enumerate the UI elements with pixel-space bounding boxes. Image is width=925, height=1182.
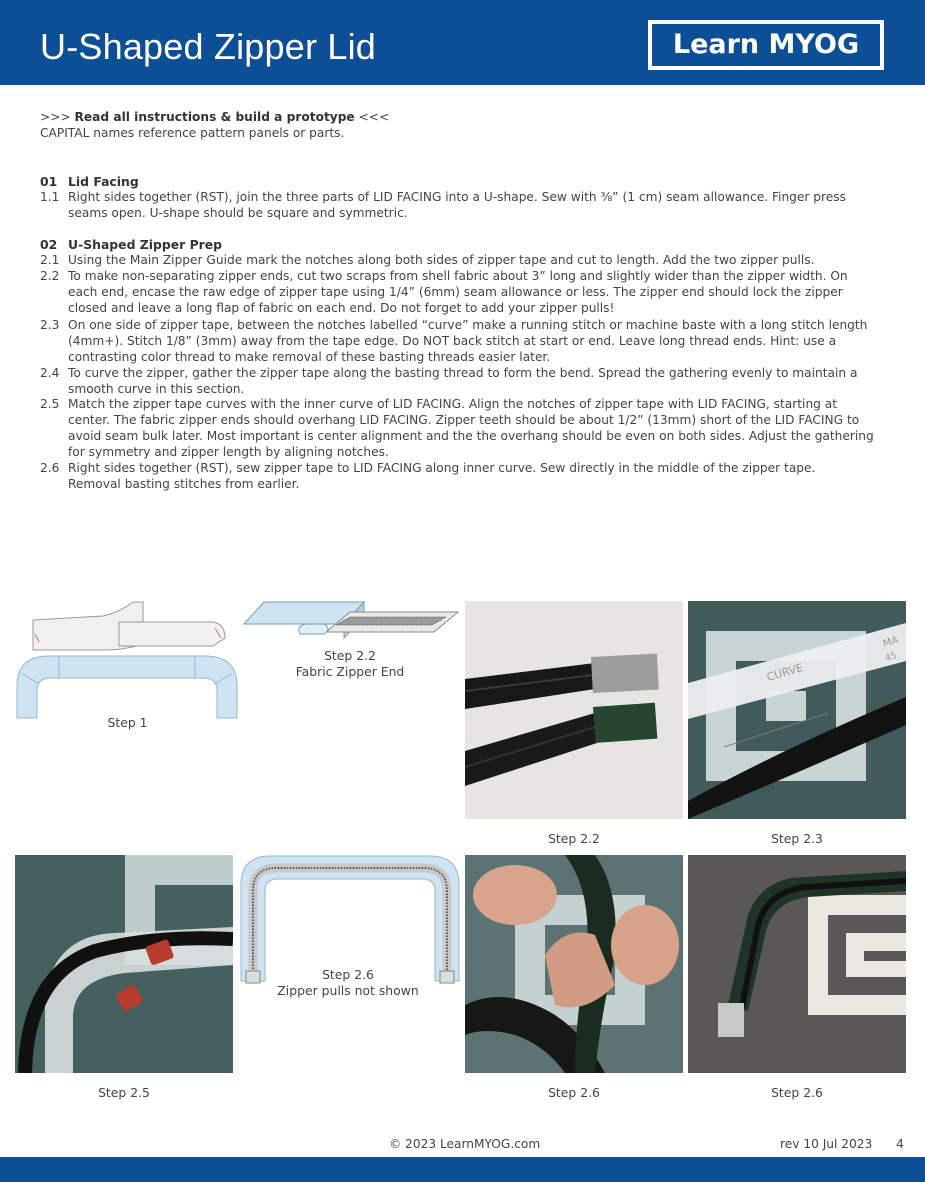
footer-copyright: © 2023 LearnMYOG.com [389,1137,541,1151]
section-heading-02: 02 U-Shaped Zipper Prep [40,237,223,252]
zipper-clips-illustration [15,855,233,1073]
step-2-2-diagram-caption: Step 2.2 Fabric Zipper End [295,648,405,679]
step-2-6-photo-hands [465,855,683,1073]
number-label: 45 [884,651,898,664]
zipper-end-illustration [465,601,683,819]
step-2-3-photo [688,601,906,819]
photo-caption-2-3: Step 2.3 [771,831,823,846]
step-2-1: 2.1 Using the Main Zipper Guide mark the notches along both sides of zipper tape and cut to length. Add the two zipper pulls. [40,253,815,267]
step-1-caption: Step 1 [107,715,148,730]
footer-bar [0,1157,925,1182]
photo-caption-2-5: Step 2.5 [98,1085,150,1100]
step-2-6: 2.6 Right sides together (RST), sew zipper tape to LID FACING along inner curve. Sew directly in the middle of the zipper tape. Removal basting stitches from earlier. [40,461,816,491]
hands-sewing-illustration [465,855,683,1073]
zipper-guide-illustration [688,601,906,819]
curve-label: CURVE [765,661,805,684]
section-heading-01: 01 Lid Facing [40,174,139,189]
photo-caption-2-6-b: Step 2.6 [771,1085,823,1100]
sewn-curve-illustration [688,855,906,1073]
step-2-4: 2.4 To curve the zipper, gather the zipper tape along the basting thread to form the bend. Spread the gathering evenly to maintain a smooth curve in this section. [40,366,858,396]
step-1-diagram [15,598,245,728]
intro-line-2: CAPITAL names reference pattern panels or parts. [40,126,345,140]
page-title: U-Shaped Zipper Lid [40,26,376,67]
step-2-5-photo [15,855,233,1073]
step-2-2-diagram [240,598,460,648]
page-header [0,0,925,85]
step-2-6-photo-curve [688,855,906,1073]
intro [40,109,389,141]
step-2-2-photo [465,601,683,819]
step-2-5: 2.5 Match the zipper tape curves with the inner curve of LID FACING. Align the notches of zipper tape with LID FACING, starting at center. The fabric zipper ends should overhang LID FACING. Zipper teeth should be about 1/2” (13mm) short of the LID FACING to avoid seam bulk later. Most important is center alignment and the the overhang should be even on both sides. Adjust the gathering for symmetry and zipper length by aligning notches. [40,397,874,459]
step-2-6-diagram-caption: Step 2.6 Zipper pulls not shown [277,967,419,998]
intro-bold: Read all instructions & build a prototype [74,110,355,124]
intro-line-1: >>> Read all instructions & build a prototype <<< [40,110,390,124]
step-2-2: 2.2 To make non-separating zipper ends, cut two scraps from shell fabric about 3” long and slightly wider than the zipper width. On each end, encase the raw edge of zipper tape using 1/4” (6mm) seam allowance or less. The zipper end should lock the zipper closed and leave a long flap of fabric on each end. Do not forget to add your zipper pulls! [40,269,848,315]
learnmyog-logo: Learn MYOG [648,20,884,70]
main-label: MA [881,635,900,650]
step-1-1: 1.1 Right sides together (RST), join the three parts of LID FACING into a U-shape. Sew with ⅜” (1 cm) seam allowance. Finger press seams open. U-shape should be square and symmetric. [40,190,846,220]
photo-caption-2-2: Step 2.2 [548,831,600,846]
footer-revision: rev 10 Jul 2023 [780,1137,873,1151]
photo-caption-2-6-a: Step 2.6 [548,1085,600,1100]
step-2-3: 2.3 On one side of zipper tape, between the notches labelled “curve” make a running stitch or machine baste with a long stitch length (4mm+). Stitch 1/8” (3mm) away from the tape edge. Do NOT back stitch at start or end. Leave long thread ends. Hint: use a contrasting color thread to make removal of these basting threads easier later. [40,318,868,364]
footer-page-number: 4 [896,1137,904,1151]
